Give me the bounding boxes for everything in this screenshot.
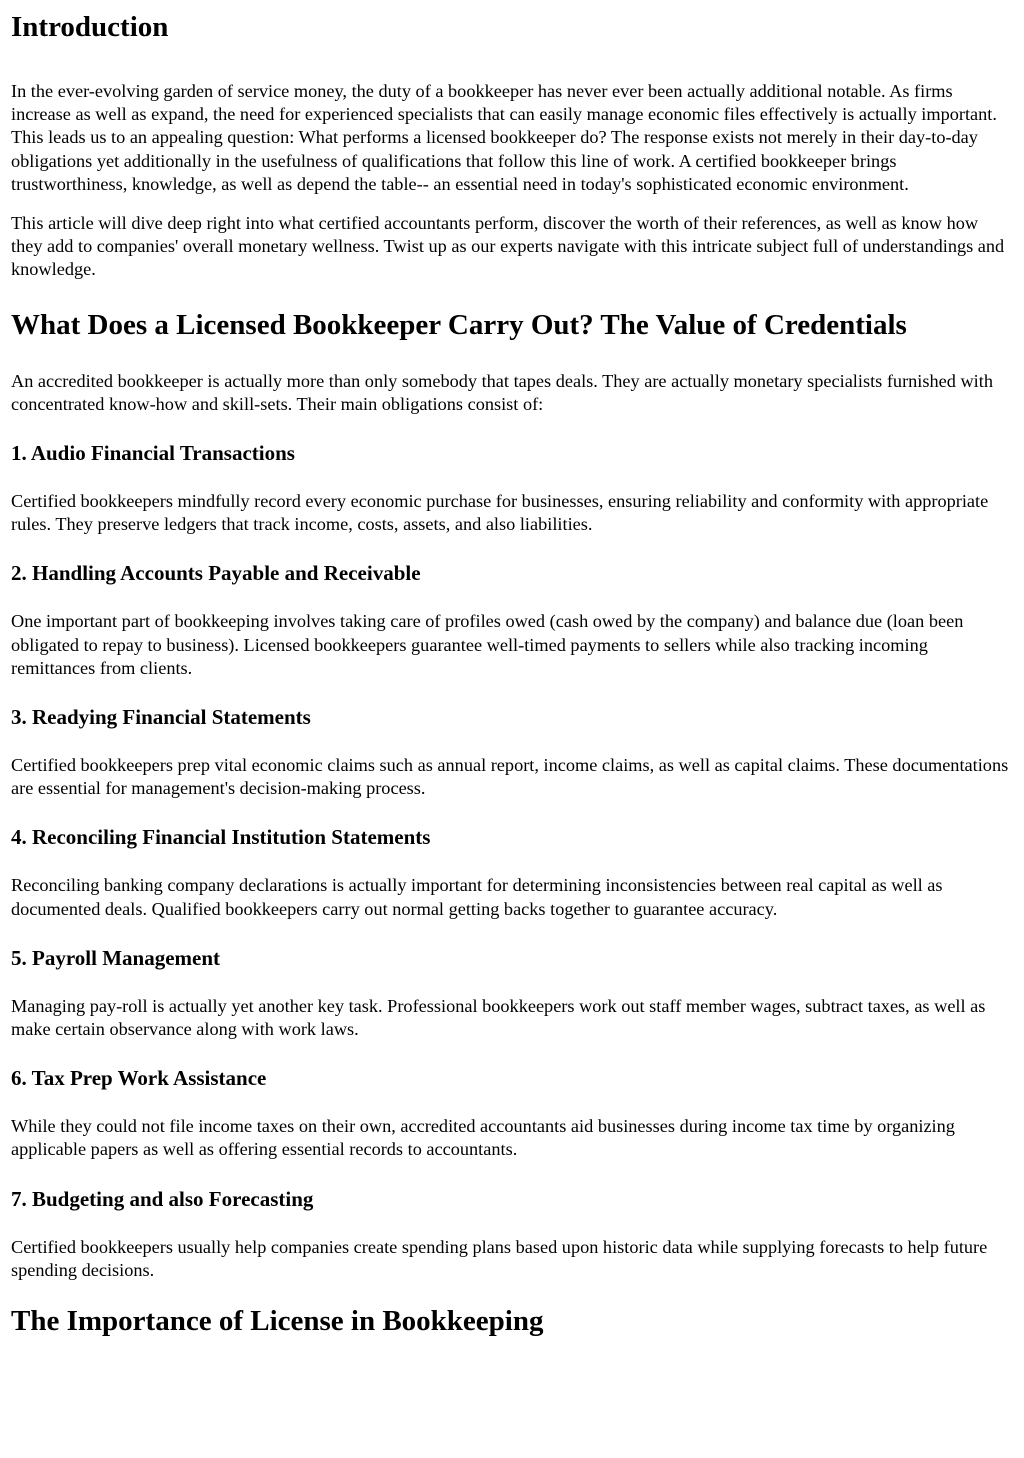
section-text: Certified bookkeepers mindfully record every economic purchase for businesses, ensuring reliability and conformity with appropriate rules. They preserve ledgers that track income, costs, assets, and also liabilities. [11, 491, 989, 535]
credentials-heading: What Does a Licensed Bookkeeper Carry Out? The Value of Credentials [11, 308, 907, 341]
section-text: Reconciling banking company declarations is actually important for determining inconsistencies between real capital as well as documented deals. Qualified bookkeepers carry out normal getting backs together to guarantee accuracy. [11, 875, 943, 919]
section-text: Certified bookkeepers prep vital economic claims such as annual report, income claims, as well as capital claims. These documentations are essential for management's decision-making process. [11, 755, 1009, 799]
section-statements [11, 704, 1014, 800]
license-heading: The Importance of License in Bookkeeping [11, 1305, 544, 1338]
intro-paragraph: In the ever-evolving garden of service money, the duty of a bookkeeper has never ever been actually additional notable. As firms increase as well as expand, the need for experienced specialists that can easily manage economic files effectively is actually important. This leads us to an appealing question: What performs a licensed bookkeeper do? The response exists not merely in their day-to-day obligations yet additionally in the usefulness of qualifications that follow this line of work. A certified bookkeeper brings trustworthiness, knowledge, as well as depend the table-- an essential need in today's sophisticated economic environment. [11, 81, 997, 194]
section-heading: 7. Budgeting and also Forecasting [11, 1186, 314, 1211]
section-heading: 4. Reconciling Financial Institution Statements [11, 825, 431, 850]
section-heading: 2. Handling Accounts Payable and Receivable [11, 561, 421, 586]
section-text: Certified bookkeepers usually help companies create spending plans based upon historic data while supplying forecasts to help future spending decisions. [11, 1236, 988, 1280]
section-heading: 5. Payroll Management [11, 945, 220, 970]
section-payroll [11, 945, 1014, 1041]
article [0, 10, 1024, 1338]
section-text: While they could not file income taxes on their own, accredited accountants aid businesses during income tax time by organizing applicable papers as well as offering essential records to accountants. [11, 1116, 955, 1160]
section-recording [11, 440, 1014, 536]
credentials-intro: An accredited bookkeeper is actually more than only somebody that tapes deals. They are actually monetary specialists furnished with concentrated know-how and skill-sets. Their main obligations consist of: [11, 370, 993, 414]
section-heading: 6. Tax Prep Work Assistance [11, 1066, 267, 1091]
section-heading: 1. Audio Financial Transactions [11, 441, 295, 466]
section-budgeting [11, 1186, 1014, 1282]
section-tax [11, 1065, 1014, 1161]
section-accounts [11, 560, 1014, 680]
section-reconciling [11, 824, 1014, 920]
section-text: Managing pay-roll is actually yet another key task. Professional bookkeepers work out staff member wages, subtract taxes, as well as make certain observance along with work laws. [11, 995, 986, 1040]
intro-heading: Introduction [11, 11, 169, 43]
section-heading: 3. Readying Financial Statements [11, 705, 311, 730]
intro-paragraph: This article will dive deep right into what certified accountants perform, discover the worth of their references, as well as know how they add to companies' overall monetary wellness. Twist up as our experts navigate with this intricate subject full of understandings and knowledge. [11, 213, 1005, 280]
section-text: One important part of bookkeeping involves taking care of profiles owed (cash owed by the company) and balance due (loan been obligated to repay to business). Licensed bookkeepers guarantee well-timed payments to sellers while also tracking incoming remittances from clients. [11, 611, 964, 678]
